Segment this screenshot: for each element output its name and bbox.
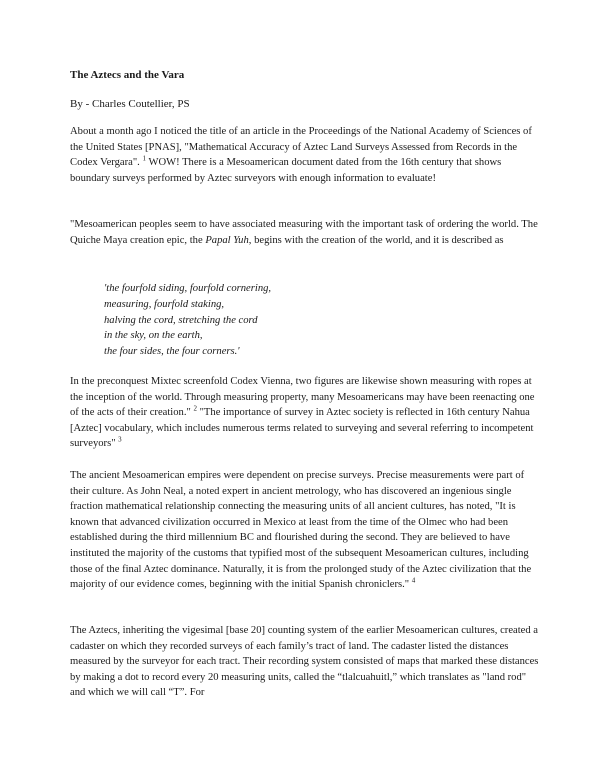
- paragraph-3-text-b: "The importance of survey in Aztec society is reflected in 16th century Nahua [Aztec] vocabulary, which includes numerous terms related to surveying and several referring to incompetent surveyors": [70, 407, 534, 450]
- paragraph-1-text-b: WOW! There is a Mesoamerican document dated from the 16th century that shows boundary surveys performed by Aztec surveyors with enough information to evaluate!: [70, 157, 502, 184]
- paragraph-5-text: The Aztecs, inheriting the vigesimal [base 20] counting system of the earlier Mesoamerican cultures, created a cadaster on which they recorded surveys of each family’s tract of land. The cadaster listed the distances measured by the surveyor for each tract. Their recording system consisted of maps that marked these distances by making a dot to record every 20 measuring units, called the “tlalcuahuitl,” which translates as "land rod" and which we will call “T”. For: [70, 625, 539, 699]
- paragraph-5: [70, 623, 540, 701]
- paragraph-2-italic-title: Papal Yuh: [205, 234, 249, 246]
- footnote-ref-4: 4: [411, 576, 416, 585]
- poem-line: 'the fourfold siding, fourfold cornering,: [104, 283, 272, 294]
- paragraph-2: [70, 217, 540, 248]
- poem-line: in the sky, on the earth,: [104, 330, 203, 342]
- footnote-ref-2: 2: [193, 404, 197, 413]
- paragraph-3: [70, 374, 540, 452]
- byline: By - Charles Coutellier, PS: [70, 98, 190, 110]
- paragraph-2-text-b: , begins with the creation of the world, and it is described as: [248, 234, 504, 246]
- poem-quote: [104, 281, 271, 360]
- paragraph-1-text-a: About a month ago I noticed the title of an article in the Proceedings of the National Academy of Sciences of the United States [PNAS], "Mathematical Accuracy of Aztec Land Surveys Assessed from Records in the Codex Vergara".: [70, 126, 532, 169]
- paragraph-1: [70, 124, 540, 186]
- paragraph-4-text: The ancient Mesoamerican empires were dependent on precise surveys. Precise measurements were part of their culture. As John Neal, a noted expert in ancient metrology, who has discovered an ingenious single fraction mathematical relationship connecting the measuring units of all ancient cultures, has noted, "It is known that advanced civilization occurred in Mexico at least from the time of the Olmec who had been established during the third millennium BC and flourished during the second. They are believed to have instituted the majority of the customs that typified most of the subsequent Mesoamerican cultures, including those of the final Aztec dominance. Naturally, it is from the prolonged study of the Aztec civilization that the majority of our evidence comes, beginning with the initial Spanish chroniclers.": [70, 470, 532, 591]
- paragraph-2-text-a: "Mesoamerican peoples seem to have associated measuring with the important task of ordering the world. The Quiche Maya creation epic, the: [70, 219, 538, 246]
- poem-line: the four sides, the four corners.': [104, 346, 240, 358]
- poem-line: halving the cord, stretching the cord: [104, 314, 258, 326]
- paragraph-4: [70, 468, 540, 593]
- footnote-ref-3: 3: [118, 435, 122, 444]
- document-title: The Aztecs and the Vara: [70, 69, 185, 81]
- poem-line: measuring, fourfold staking,: [104, 298, 225, 310]
- paragraph-3-text-a: In the preconquest Mixtec screenfold Codex Vienna, two figures are likewise shown measuring with ropes at the inception of the world. Through measuring property, many Mesoamericans may have been reenacting one of the acts of their creation.": [70, 376, 535, 419]
- footnote-ref-1: 1: [142, 154, 146, 163]
